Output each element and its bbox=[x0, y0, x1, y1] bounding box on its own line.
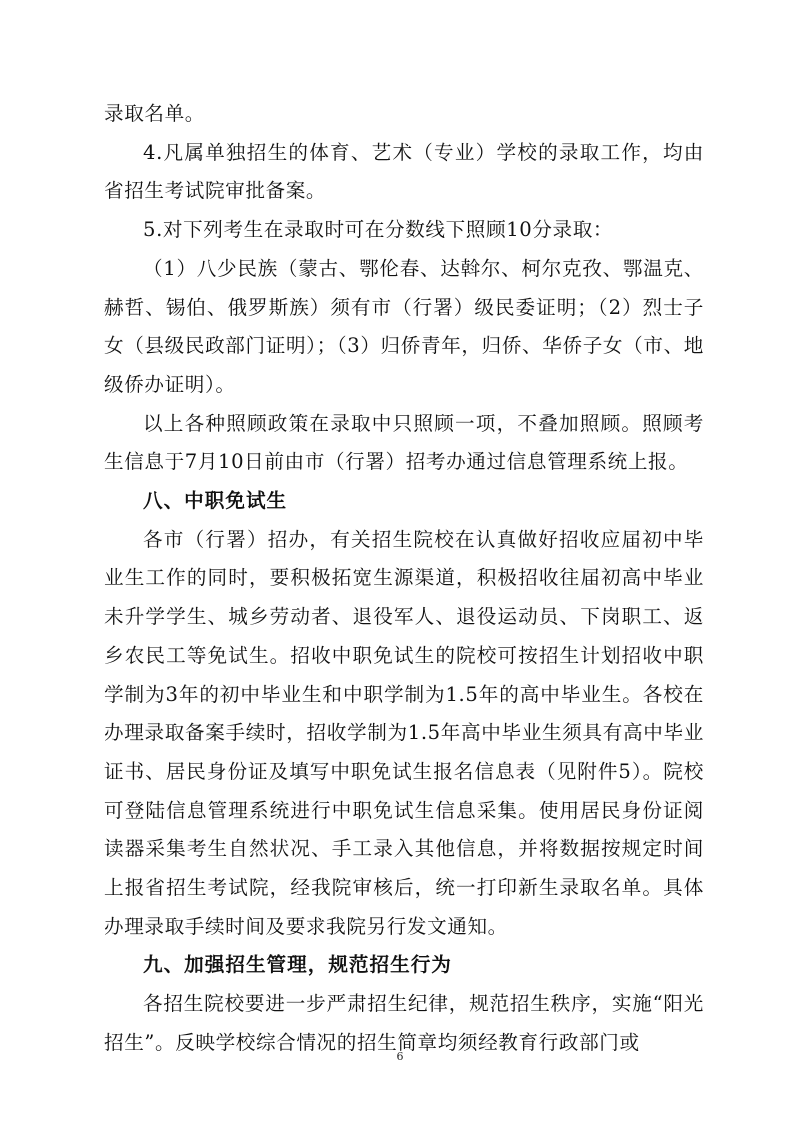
paragraph-exam-exempt-details: 各市（行署）招办，有关招生院校在认真做好招收应届初中毕业生工作的同时，要积极拓宽生源渠道，积极招收往届初高中毕业未升学学生、城乡劳动者、退役军人、退役运动员、下岗职工、返乡农民工等免试生。招收中职免试生的院校可按招生计划招收中职学制为3年的初中毕业生和中职学制为1.5年的高中毕业生。各校在办理录取备案手续时，招收学制为1.5年高中毕业生须具有高中毕业证书、居民身份证及填写中职免试生报名信息表（见附件5）。院校可登陆信息管理系统进行中职免试生信息采集。使用居民身份证阅读器采集考生自然状况、手工录入其他信息，并将数据按规定时间上报省招生考试院，经我院审核后，统一打印新生录取名单。具体办理录取手续时间及要求我院另行发文通知。 bbox=[104, 527, 704, 938]
paragraph-eligible-groups: （1）八少民族（蒙古、鄂伦春、达斡尔、柯尔克孜、鄂温克、赫哲、锡伯、俄罗斯族）须有市（行署）级民委证明；（2）烈士子女（县级民政部门证明）；（3）归侨青年，归侨、华侨子女（市、地级侨办证明）。 bbox=[104, 256, 704, 396]
paragraph-enrollment-discipline: 各招生院校要进一步严肃招生纪律，规范招生秩序，实施“阳光招生”。反映学校综合情况的招生简章均须经教育行政部门或 bbox=[104, 992, 704, 1054]
paragraph-preferential-policy-note: 以上各种照顾政策在录取中只照顾一项，不叠加照顾。照顾考生信息于7月10日前由市（行署）招考办通过信息管理系统上报。 bbox=[104, 411, 704, 474]
document-body bbox=[104, 95, 704, 1063]
paragraph-item-4-separate-enrollment: 4.凡属单独招生的体育、艺术（专业）学校的录取工作，均由省招生考试院审批备案。 bbox=[104, 140, 704, 203]
paragraph-item-5-bonus-points: 5.对下列考生在录取时可在分数线下照顾10分录取： bbox=[143, 218, 614, 242]
section-heading-enrollment-management: 九、加强招生管理，规范招生行为 bbox=[143, 953, 452, 977]
section-heading-exam-exempt-students: 八、中职免试生 bbox=[143, 489, 288, 513]
page-number: 6 bbox=[396, 1050, 404, 1063]
paragraph-admission-list-end: 录取名单。 bbox=[104, 102, 205, 125]
